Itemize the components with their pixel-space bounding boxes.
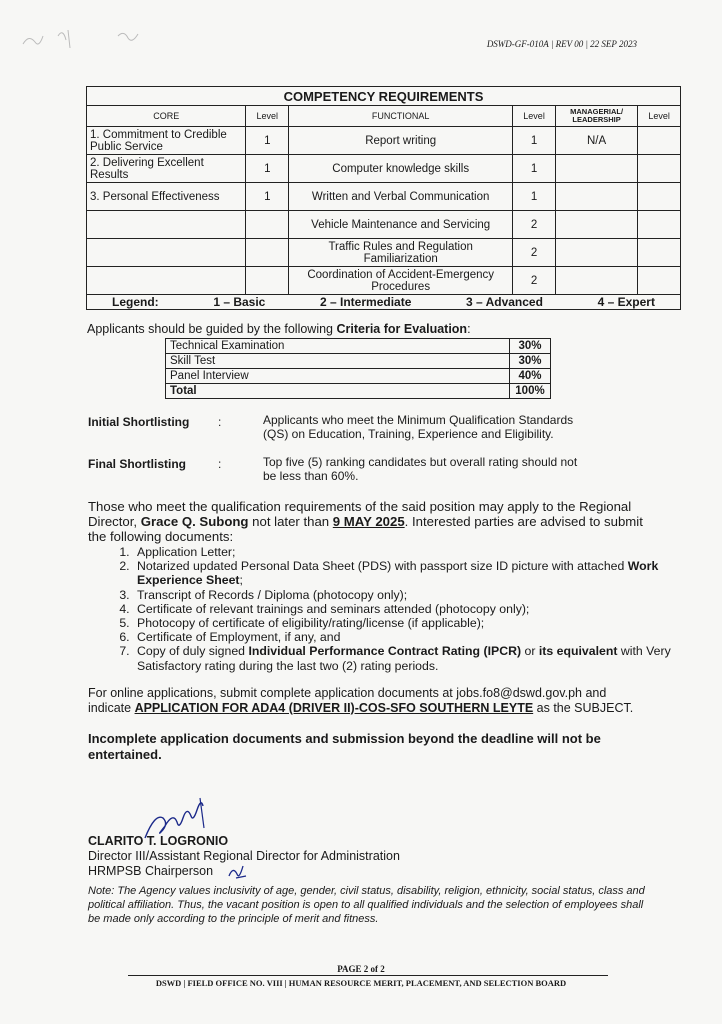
functional-level-cell: 2 — [513, 267, 556, 295]
competency-row — [87, 155, 681, 183]
managerial-level-cell — [638, 211, 681, 239]
managerial-level-cell — [638, 127, 681, 155]
criterion-name: Skill Test — [166, 354, 510, 369]
doc-text: Certificate of Employment, if any, and — [137, 630, 341, 645]
competency-row — [87, 239, 681, 267]
core-cell — [87, 267, 246, 295]
core-cell — [87, 211, 246, 239]
documents-list — [113, 545, 673, 673]
total-percent: 100% — [510, 384, 551, 399]
list-item — [133, 644, 673, 672]
doc-text: Copy of duly signed — [137, 644, 249, 659]
evaluation-total-row — [166, 384, 551, 399]
legend-label: Legend: — [112, 295, 159, 309]
application-text: . Interested parties are advised to submit the following documents: — [88, 514, 643, 544]
list-item — [133, 545, 673, 559]
legend-expert: 4 – Expert — [597, 295, 655, 309]
director-name: Grace Q. Subong — [140, 514, 249, 529]
competency-table — [86, 86, 681, 310]
header-level-managerial: Level — [638, 106, 681, 127]
evaluation-row — [166, 369, 551, 384]
core-level-cell: 1 — [246, 183, 289, 211]
application-text: not later than — [248, 514, 333, 529]
doc-text: Notarized updated Personal Data Sheet (PDS) with passport size ID picture with attached — [137, 559, 628, 574]
online-subject: APPLICATION FOR ADA4 (DRIVER II)-COS-SFO SOUTHERN LEYTE — [134, 700, 534, 715]
online-text: For online applications, submit complete application documents at jobs.fo8@dswd.gov.ph and indicate — [88, 686, 607, 715]
signatory-name: CLARITO T. LOGRONIO — [88, 834, 229, 848]
functional-level-cell: 2 — [513, 211, 556, 239]
criterion-percent: 30% — [510, 339, 551, 354]
criterion-percent: 30% — [510, 354, 551, 369]
legend-advanced: 3 – Advanced — [466, 295, 543, 309]
functional-level-cell: 2 — [513, 239, 556, 267]
core-cell: 3. Personal Effectiveness — [87, 183, 246, 211]
criterion-percent: 40% — [510, 369, 551, 384]
competency-row — [87, 127, 681, 155]
initial-shortlisting-colon: : — [218, 415, 222, 429]
doc-text: with Very Satisfactory rating during the last two (2) rating periods. — [137, 644, 671, 673]
application-text: Those who meet the qualification requirements of the said position may apply to the Regional Director, — [88, 499, 632, 529]
managerial-cell: N/A — [555, 127, 637, 155]
core-cell: 2. Delivering Excellent Results — [87, 155, 246, 183]
core-level-cell — [246, 211, 289, 239]
doc-text: Application Letter; — [137, 545, 236, 559]
handwritten-scribble — [18, 16, 148, 56]
doc-bold: Individual Performance Contract Rating (IPCR) — [248, 644, 522, 659]
application-paragraph — [88, 499, 648, 544]
initial-shortlisting-label: Initial Shortlisting — [88, 415, 190, 429]
criteria-intro — [87, 322, 471, 336]
evaluation-row — [166, 339, 551, 354]
managerial-cell — [555, 183, 637, 211]
managerial-cell — [555, 155, 637, 183]
legend-row — [87, 295, 681, 310]
core-level-cell — [246, 267, 289, 295]
managerial-level-cell — [638, 267, 681, 295]
competency-row — [87, 183, 681, 211]
initial-shortlisting-text: Applicants who meet the Minimum Qualification Standards (QS) on Education, Training, Experience and Eligibility. — [263, 413, 574, 441]
final-shortlisting-text: Top five (5) ranking candidates but overall rating should not be less than 60%. — [263, 455, 578, 483]
criteria-intro-bold: Criteria for Evaluation — [336, 322, 468, 336]
functional-cell: Traffic Rules and Regulation Familiarization — [289, 239, 513, 267]
signatory-role: HRMPSB Chairperson — [88, 864, 214, 878]
managerial-cell — [555, 211, 637, 239]
managerial-level-cell — [638, 239, 681, 267]
competency-row — [87, 211, 681, 239]
core-level-cell: 1 — [246, 155, 289, 183]
header-core: CORE — [87, 106, 246, 127]
signatory-position: Director III/Assistant Regional Director for Administration — [88, 849, 400, 863]
form-number: DSWD-GF-010A | REV 00 | 22 SEP 2023 — [486, 39, 637, 49]
doc-bold: Work Experience Sheet — [137, 559, 659, 588]
competency-row — [87, 267, 681, 295]
criteria-intro-suffix: : — [467, 322, 471, 336]
functional-cell: Computer knowledge skills — [289, 155, 513, 183]
list-item — [133, 616, 673, 630]
signature-block — [88, 834, 400, 879]
functional-cell: Report writing — [289, 127, 513, 155]
header-managerial: MANAGERIAL/ LEADERSHIP — [555, 106, 637, 127]
doc-text: ; — [239, 573, 243, 588]
warning-text: Incomplete application documents and submission beyond the deadline will not be entertained. — [88, 731, 601, 762]
managerial-cell — [555, 239, 637, 267]
footer-divider — [128, 975, 608, 976]
core-level-cell: 1 — [246, 127, 289, 155]
header-level-functional: Level — [513, 106, 556, 127]
page-number: PAGE 2 of 2 — [337, 964, 385, 974]
functional-level-cell: 1 — [513, 127, 556, 155]
functional-cell: Vehicle Maintenance and Servicing — [289, 211, 513, 239]
footer-text: DSWD | FIELD OFFICE NO. VIII | HUMAN RESOURCE MERIT, PLACEMENT, AND SELECTION BOARD — [155, 978, 567, 988]
legend-intermediate: 2 – Intermediate — [320, 295, 412, 309]
criteria-intro-text: Applicants should be guided by the following — [87, 322, 337, 336]
managerial-level-cell — [638, 183, 681, 211]
managerial-cell — [555, 267, 637, 295]
list-item — [133, 630, 673, 644]
functional-cell: Written and Verbal Communication — [289, 183, 513, 211]
core-cell: 1. Commitment to Credible Public Service — [87, 127, 246, 155]
core-level-cell — [246, 239, 289, 267]
final-shortlisting-label: Final Shortlisting — [88, 457, 186, 471]
functional-level-cell: 1 — [513, 155, 556, 183]
online-application — [88, 686, 648, 715]
legend-basic: 1 – Basic — [213, 295, 266, 309]
total-label: Total — [166, 384, 510, 399]
doc-text: Transcript of Records / Diploma (photocopy only); — [137, 587, 408, 602]
evaluation-row — [166, 354, 551, 369]
inclusivity-note: Note: The Agency values inclusivity of age, gender, civil status, disability, religion, ethnicity, social status, class and political affiliation. Thus, the vacant position is open to all qualified individuals and the selection of employees shall be made only according to the principle of merit and fitness. — [88, 885, 645, 925]
evaluation-table — [165, 338, 551, 399]
header-level-core: Level — [246, 106, 289, 127]
doc-text: Certificate of relevant trainings and seminars attended (photocopy only); — [137, 601, 530, 616]
deadline: 9 MAY 2025 — [332, 514, 405, 529]
doc-bold: its equivalent — [538, 644, 618, 659]
list-item — [133, 588, 673, 602]
functional-level-cell: 1 — [513, 183, 556, 211]
managerial-level-cell — [638, 155, 681, 183]
criterion-name: Panel Interview — [166, 369, 510, 384]
doc-text: Photocopy of certificate of eligibility/rating/license (if applicable); — [137, 616, 485, 631]
final-shortlisting-colon: : — [218, 457, 222, 471]
header-functional: FUNCTIONAL — [289, 106, 513, 127]
functional-cell: Coordination of Accident-Emergency Procedures — [289, 267, 513, 295]
list-item — [133, 559, 673, 587]
doc-text: or — [521, 644, 539, 659]
criterion-name: Technical Examination — [166, 339, 510, 354]
competency-title: COMPETENCY REQUIREMENTS — [87, 87, 681, 106]
online-suffix: as the SUBJECT. — [533, 700, 634, 715]
list-item — [133, 602, 673, 616]
core-cell — [87, 239, 246, 267]
